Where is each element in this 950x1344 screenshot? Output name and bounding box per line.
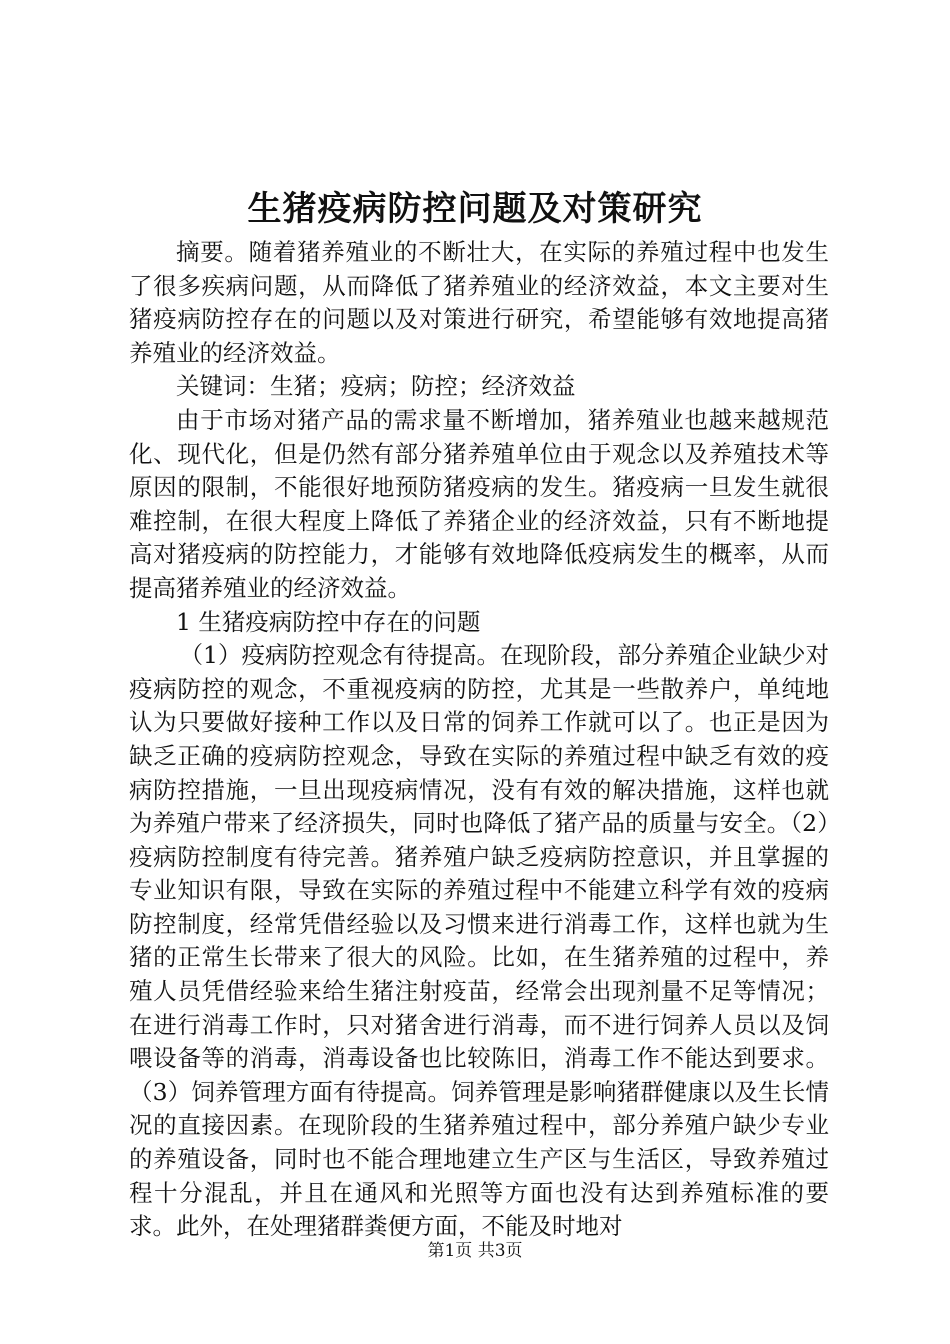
problems-paragraph: （1）疫病防控观念有待提高。在现阶段，部分养殖企业缺少对疫病防控的观念，不重视疫病的防控，尤其是一些散养户，单纯地认为只要做好接种工作以及日常的饲养工作就可以了。也正是因为缺乏正确的疫病防控观念，导致在实际的养殖过程中缺乏有效的疫病防控措施，一旦出现疫病情况，没有有效的解决措施，这样也就为养殖户带来了经济损失，同时也降低了猪产品的质量与安全。（2）疫病防控制度有待完善。猪养殖户缺乏疫病防控意识，并且掌握的专业知识有限，导致在实际的养殖过程中不能建立科学有效的疫病防控制度，经常凭借经验以及习惯来进行消毒工作，这样也就为生猪的正常生长带来了很大的风险。比如，在生猪养殖的过程中，养殖人员凭借经验来给生猪注射疫苗，经常会出现剂量不足等情况；在进行消毒工作时，只对猪舍进行消毒，而不进行饲养人员以及饲喂设备等的消毒，消毒设备也比较陈旧，消毒工作不能达到要求。（3）饲养管理方面有待提高。饲养管理是影响猪群健康以及生长情况的直接因素。在现阶段的生猪养殖过程中，部分养殖户缺少专业的养殖设备，同时也不能合理地建立生产区与生活区，导致养殖过程十分混乱，并且在通风和光照等方面也没有达到养殖标准的要求。此外，在处理猪群粪便方面，不能及时地对	[129, 641, 829, 1241]
section-heading: 1 生猪疫病防控中存在的问题	[176, 607, 481, 636]
keywords-paragraph: 关键词：生猪；疫病；防控；经济效益	[176, 372, 576, 401]
intro-paragraph: 由于市场对猪产品的需求量不断增加，猪养殖业也越来越规范化、现代化，但是仍然有部分猪养殖单位由于观念以及养殖技术等原因的限制，不能很好地预防猪疫病的发生。猪疫病一旦发生就很难控制，在很大程度上降低了养猪企业的经济效益，只有不断地提高对猪疫病的防控能力，才能够有效地降低疫病发生的概率，从而提高猪养殖业的经济效益。	[129, 405, 829, 602]
document-body	[129, 236, 829, 1244]
document-title: 生猪疫病防控问题及对策研究	[247, 189, 703, 229]
page-number-footer: 第1页 共3页	[427, 1241, 523, 1261]
abstract-paragraph: 摘要。随着猪养殖业的不断壮大，在实际的养殖过程中也发生了很多疾病问题，从而降低了猪养殖业的经济效益，本文主要对生猪疫病防控存在的问题以及对策进行研究，希望能够有效地提高猪养殖业的经济效益。	[129, 238, 829, 367]
